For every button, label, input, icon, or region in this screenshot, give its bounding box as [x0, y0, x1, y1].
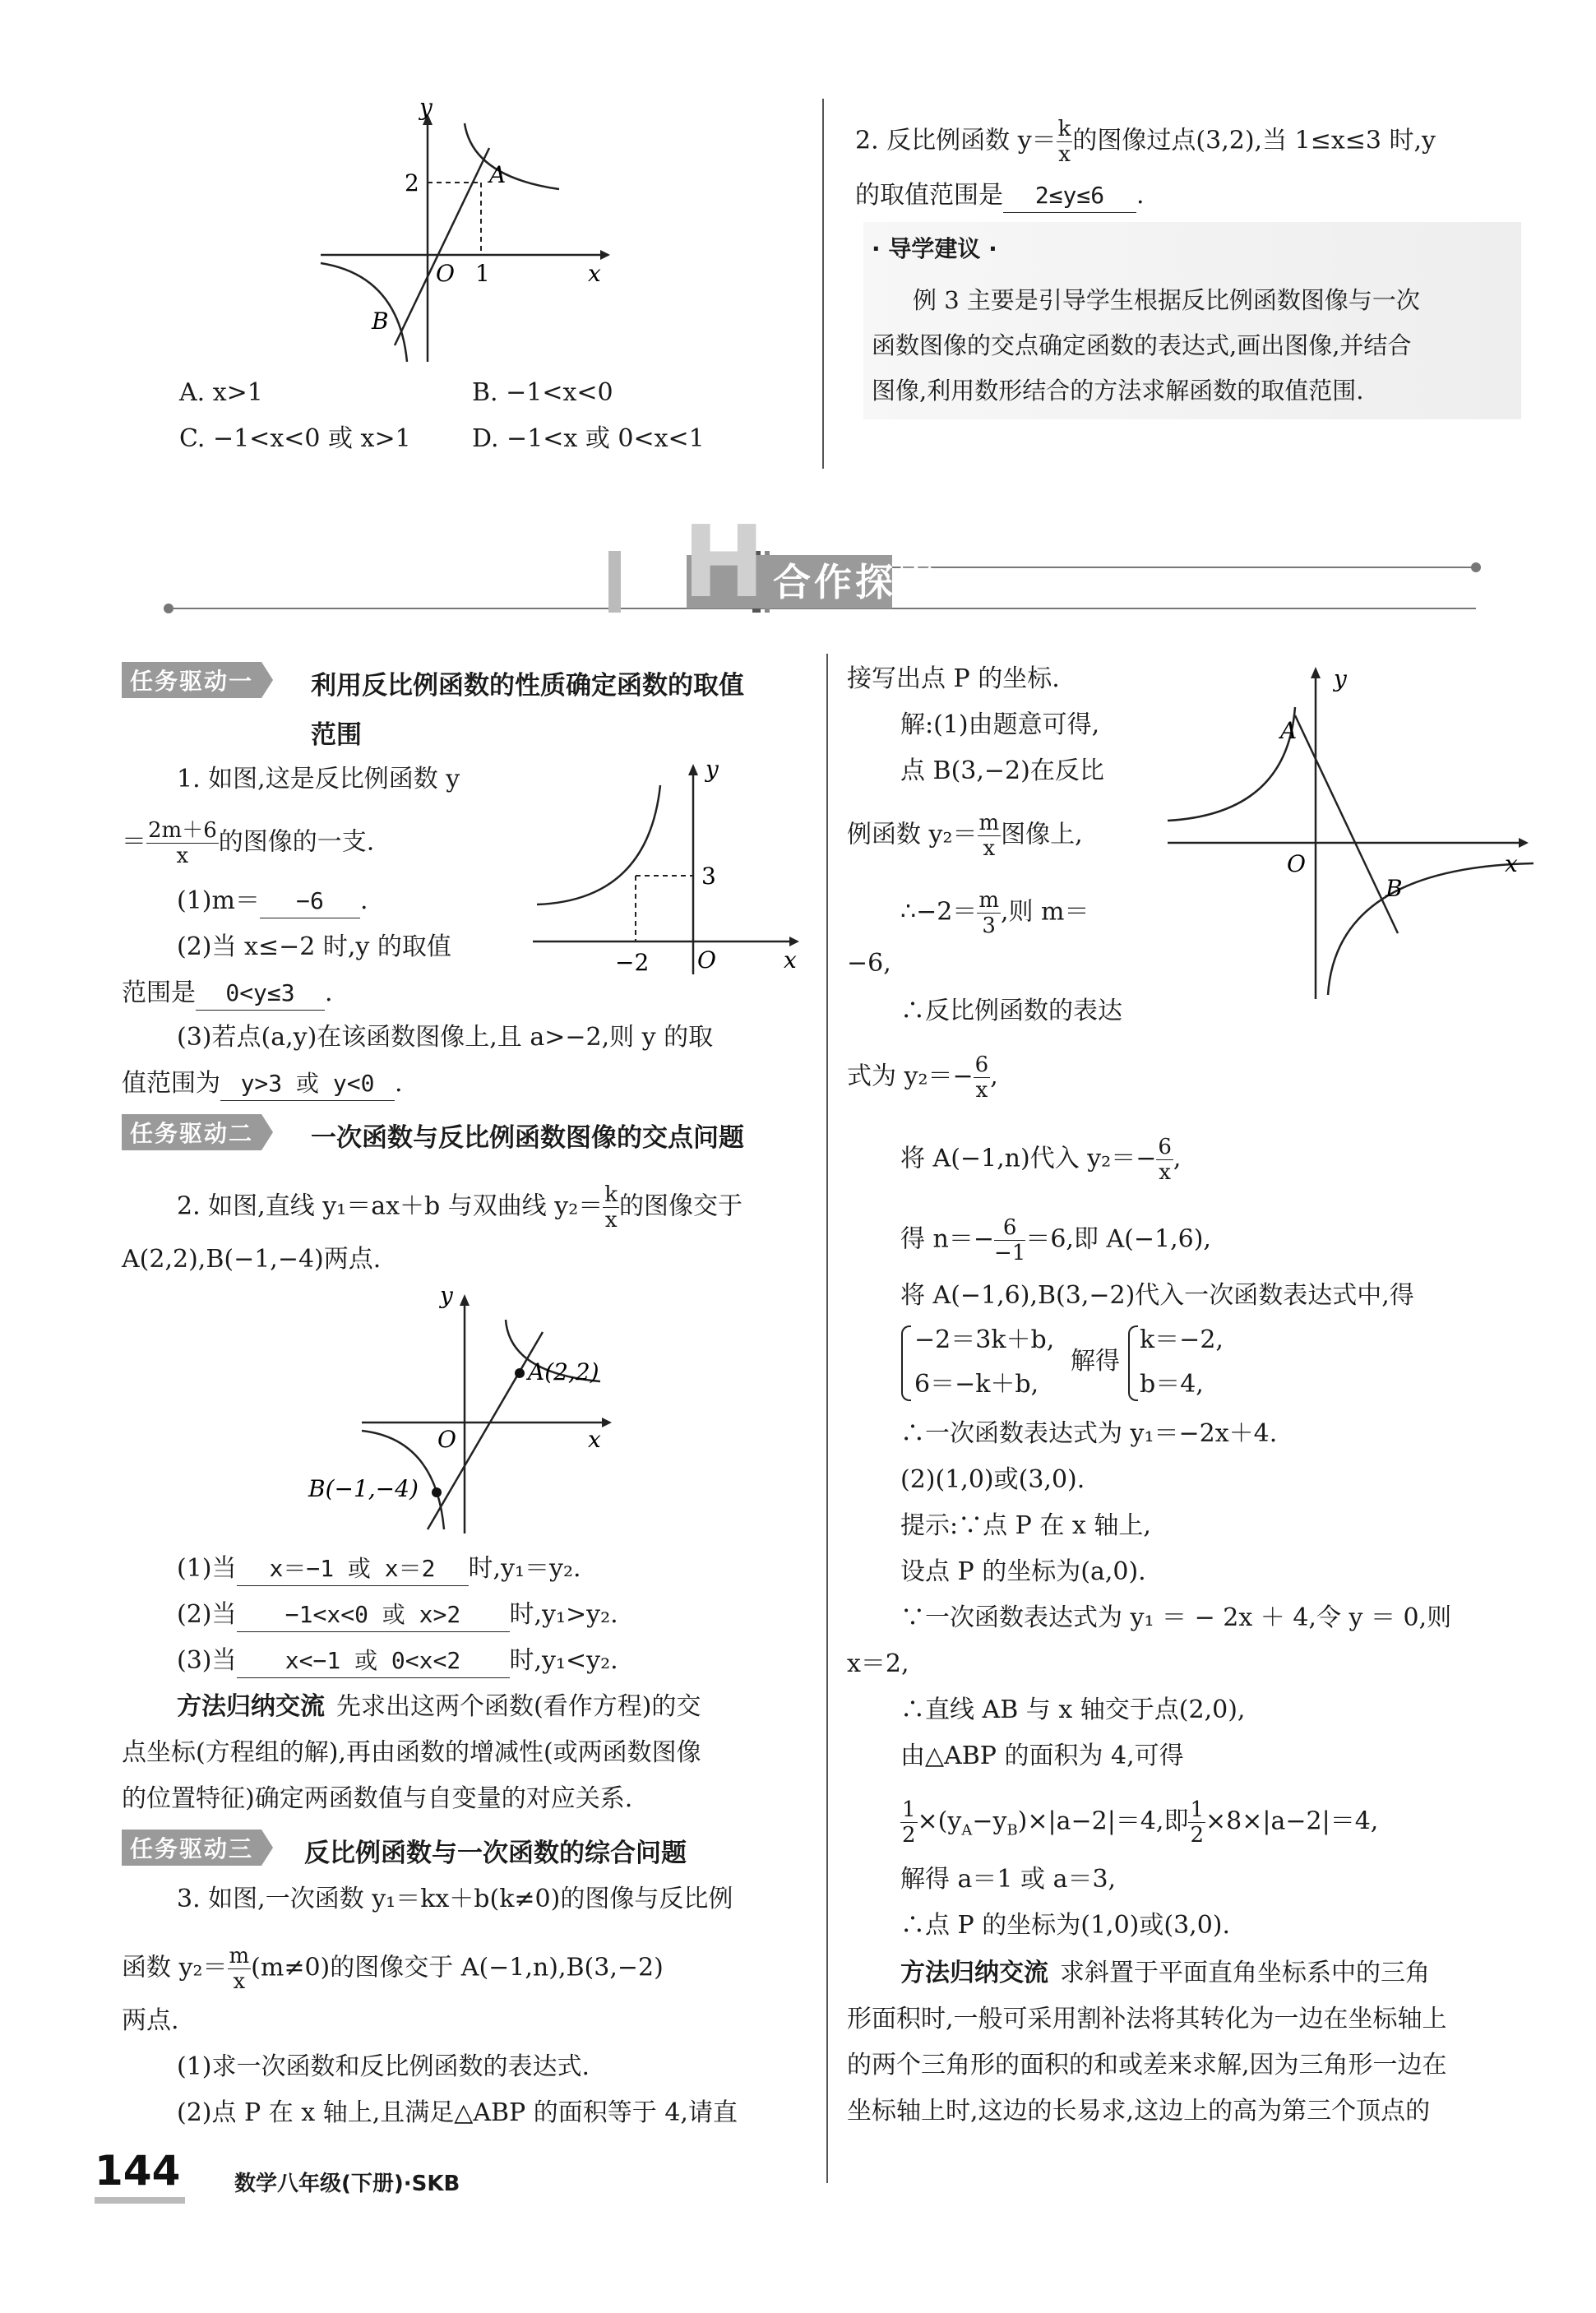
- task1-graph-y: y: [705, 756, 719, 783]
- task2-s1: [177, 1552, 581, 1586]
- option-d: D. −1<x 或 0<x<1: [472, 424, 705, 453]
- task2-q2-frac: [603, 1182, 619, 1233]
- frac-num: m: [978, 811, 1000, 835]
- task2-s1-suffix: 时,y₁＝y₂.: [468, 1554, 581, 1583]
- task1-p1-prefix: (1)m＝: [177, 886, 260, 915]
- rc-sol4: [900, 888, 1089, 938]
- rc-graph-y: y: [1334, 665, 1347, 692]
- frac-num: m: [978, 888, 999, 913]
- task2-q2-prefix: 2. 如图,直线 y₁＝ax＋b 与双曲线 y₂＝: [177, 1191, 604, 1221]
- frac-num: 6: [974, 1052, 989, 1077]
- rc-sol5: −6,: [847, 949, 891, 978]
- guide-title: · 导学建议 ·: [872, 235, 997, 262]
- frac-den: x: [1159, 1160, 1171, 1185]
- guide-line1: 例 3 主要是引导学生根据反比例函数图像与一次: [913, 286, 1420, 314]
- rc-method-l1: [900, 1957, 1430, 1990]
- frac-num: 6: [994, 1215, 1025, 1241]
- rc-sol18: 由△ABP 的面积为 4,可得: [900, 1742, 1184, 1770]
- rc-sol8-prefix: 将 A(−1,n)代入 y₂＝−: [900, 1144, 1157, 1173]
- top-graph-1: 1: [475, 260, 490, 287]
- task1-graph-neg2: −2: [615, 949, 650, 976]
- task1-graph-O: O: [697, 946, 716, 974]
- rc-sys-mid: 解得: [1071, 1347, 1120, 1376]
- rc-sol9: [900, 1215, 1211, 1265]
- task3-q3-l1: 3. 如图,一次函数 y₁＝kx＋b(k≠0)的图像与反比例: [177, 1885, 733, 1913]
- task2-graph: [304, 1283, 633, 1538]
- task1-graph-3: 3: [701, 863, 716, 890]
- rc-method-text1: 求斜置于平面直角坐标系中的三角: [1060, 1959, 1430, 1987]
- rc-sol19-c: −y: [972, 1806, 1007, 1836]
- rc-graph-x: x: [1505, 850, 1518, 877]
- rc-sol19-e: )×|a−2|＝4,即: [1017, 1806, 1189, 1836]
- rc-sol8-suffix: ,: [1173, 1144, 1182, 1173]
- rc-half-frac-1: [900, 1797, 918, 1848]
- task2-s2-answer: −1<x<0 或 x>2: [237, 1598, 510, 1632]
- task2-s3-prefix: (3)当: [177, 1646, 237, 1675]
- rc-sol9-frac: [994, 1215, 1025, 1265]
- rc-sol16: x＝2,: [847, 1649, 909, 1678]
- guide-line3: 图像,利用数形结合的方法求解函数的取值范围.: [872, 377, 1364, 405]
- rc-sol19-sub-a: A: [961, 1821, 973, 1839]
- rc-sys2-b: b＝4,: [1140, 1370, 1204, 1399]
- rc-sol19-f: ×8×|a−2|＝4,: [1205, 1806, 1379, 1836]
- rc-system2-brace: [1128, 1325, 1138, 1401]
- task3-q3-frac: [228, 1944, 252, 1994]
- rc-sys1-b: 6＝−k＋b,: [914, 1370, 1039, 1399]
- frac-num: m: [229, 1944, 250, 1968]
- rc-sys2-a: k＝−2,: [1140, 1325, 1224, 1354]
- top-graph-y: y: [419, 99, 433, 121]
- task1-p2-end: .: [325, 978, 333, 1007]
- task1-p2-prefix: 范围是: [122, 978, 196, 1007]
- top-q2-answer: 2≤y≤6: [1003, 179, 1136, 213]
- section-title: 合作探究: [773, 560, 937, 604]
- task2-graph-B: B(−1,−4): [308, 1475, 419, 1502]
- frac-den: x: [975, 1078, 988, 1103]
- frac-num: 2m＋6: [148, 818, 217, 843]
- task3-q3-l2: [122, 1944, 664, 1994]
- rc-sol3-frac: [978, 811, 1002, 861]
- task2-graph-x: x: [588, 1426, 601, 1453]
- top-q2-end: .: [1136, 181, 1145, 210]
- top-q2-line2-prefix: 的取值范围是: [855, 181, 1003, 210]
- rc-method-l4: 坐标轴上时,这边的长易求,这边上的高为第三个顶点的: [847, 2097, 1431, 2126]
- rc-sol19: [900, 1797, 1378, 1848]
- rc-graph-O: O: [1287, 850, 1306, 877]
- task2-s2-suffix: 时,y₁>y₂.: [509, 1600, 618, 1629]
- task1-graph-x: x: [784, 946, 797, 974]
- rc-sol2: 点 B(3,−2)在反比: [900, 756, 1104, 785]
- frac-num: k: [604, 1182, 618, 1207]
- rc-graph-B: B: [1386, 875, 1403, 902]
- frac-den: x: [1058, 142, 1071, 167]
- rc-method-l3: 的两个三角形的面积的和或差来求解,因为三角形一边在: [847, 2051, 1447, 2079]
- task1-p2-l1: (2)当 x≤−2 时,y 的取值: [177, 932, 451, 961]
- rc-sol12: (2)(1,0)或(3,0).: [900, 1465, 1085, 1494]
- option-b: B. −1<x<0: [472, 378, 613, 407]
- task3-title: 反比例函数与一次函数的综合问题: [304, 1839, 687, 1868]
- rc-sol7-frac: [974, 1052, 991, 1103]
- rc-sol17: ∴直线 AB 与 x 轴交于点(2,0),: [900, 1695, 1246, 1724]
- task2-method-label: 方法归纳交流: [177, 1692, 325, 1721]
- task2-graph-O: O: [437, 1426, 456, 1453]
- eq-sign: ＝: [122, 827, 146, 857]
- frac-den: 2: [902, 1823, 916, 1848]
- task1-q1-frac: [146, 818, 219, 868]
- task3-q3-p2: (2)点 P 在 x 轴上,且满足△ABP 的面积等于 4,请直: [177, 2098, 738, 2127]
- rc-sol3: [847, 811, 1083, 861]
- frac-den: 2: [1190, 1823, 1205, 1848]
- rc-sol21: ∴点 P 的坐标为(1,0)或(3,0).: [900, 1911, 1231, 1940]
- rc-sol14: 设点 P 的坐标为(a,0).: [900, 1557, 1146, 1586]
- task1-title-l1: 利用反比例函数的性质确定函数的取值: [311, 671, 744, 701]
- rc-sol20: 解得 a＝1 或 a＝3,: [900, 1865, 1117, 1894]
- rc-system1-brace: [901, 1325, 911, 1401]
- rc-sol9-suffix: ＝6,即 A(−1,6),: [1025, 1224, 1211, 1254]
- task2-q2-line2: A(2,2),B(−1,−4)两点.: [122, 1245, 382, 1274]
- frac-num: 1: [1190, 1797, 1205, 1822]
- task1-q1-line1: 1. 如图,这是反比例函数 y: [177, 765, 460, 793]
- task2-s3-answer: x<−1 或 0<x<2: [237, 1645, 510, 1678]
- task1-p1: [177, 885, 368, 918]
- task1-p1-end: .: [359, 886, 368, 915]
- task2-q2-line1: [177, 1182, 742, 1233]
- top-graph-O: O: [436, 260, 455, 287]
- rc-sol4-frac: [977, 888, 1001, 938]
- task2-s2-prefix: (2)当: [177, 1600, 237, 1629]
- task2-q2-suffix: 的图像交于: [619, 1191, 743, 1221]
- top-graph-2: 2: [405, 169, 419, 197]
- task1-tag: 任务驱动一: [122, 662, 261, 698]
- task2-title: 一次函数与反比例函数图像的交点问题: [311, 1123, 744, 1153]
- section-letter: H: [682, 506, 766, 620]
- option-a: A. x>1: [179, 378, 263, 407]
- column-divider-top: [822, 99, 824, 469]
- page-number: 144: [95, 2147, 181, 2195]
- rc-sol13: 提示:∵点 P 在 x 轴上,: [900, 1511, 1151, 1540]
- task2-tag: 任务驱动二: [122, 1114, 261, 1150]
- rc-sol1: 解:(1)由题意可得,: [900, 710, 1100, 739]
- rc-cont: 接写出点 P 的坐标.: [847, 664, 1060, 693]
- rc-sol15: ∵一次函数表达式为 y₁ ＝ − 2x ＋ 4,令 y ＝ 0,则: [900, 1603, 1452, 1632]
- rc-sol8: [900, 1135, 1181, 1185]
- frac-den: −1: [994, 1241, 1026, 1265]
- task3-q3-prefix: 函数 y₂＝: [122, 1953, 228, 1982]
- task3-tag: 任务驱动三: [122, 1830, 261, 1866]
- task2-s3-suffix: 时,y₁<y₂.: [509, 1646, 618, 1675]
- task1-title-l2: 范围: [311, 720, 362, 750]
- footer-rule: [95, 2197, 185, 2204]
- rc-method-l2: 形面积时,一般可采用割补法将其转化为一边在坐标轴上: [847, 2005, 1447, 2033]
- top-graph-x: x: [588, 260, 601, 287]
- task3-q3-suffix: (m≠0)的图像交于 A(−1,n),B(3,−2): [251, 1953, 664, 1982]
- rc-sol19-sub-b: B: [1006, 1821, 1018, 1839]
- top-graph-A: A: [489, 161, 507, 188]
- task1-q1-suffix: 的图像的一支.: [218, 827, 375, 857]
- rc-sol7-prefix: 式为 y₂＝−: [847, 1062, 974, 1091]
- frac-den: x: [176, 844, 189, 868]
- task1-p2-answer: 0<y≤3: [196, 977, 325, 1011]
- rc-sol3-prefix: 例函数 y₂＝: [847, 820, 978, 849]
- task2-method-l2: 点坐标(方程组的解),再由函数的增减性(或两函数图像: [122, 1738, 701, 1767]
- rc-sol4-prefix: ∴−2＝: [900, 897, 978, 927]
- frac-den: x: [233, 1969, 246, 1994]
- task1-p1-answer: −6: [260, 885, 360, 918]
- task1-p2-l2: [122, 977, 333, 1011]
- task2-graph-A: A(2,2): [528, 1358, 599, 1385]
- frac-num: k: [1057, 117, 1071, 141]
- rc-sol3-suffix: 图像上,: [1001, 820, 1083, 849]
- rc-sys1-a: −2＝3k＋b,: [914, 1325, 1055, 1354]
- rc-sol10: 将 A(−1,6),B(3,−2)代入一次函数表达式中,得: [900, 1281, 1414, 1310]
- rc-method-label: 方法归纳交流: [900, 1959, 1048, 1987]
- option-c: C. −1<x<0 或 x>1: [179, 424, 411, 453]
- top-q2-suffix: 的图像过点(3,2),当 1≤x≤3 时,y: [1072, 126, 1436, 155]
- rc-graph: [1163, 658, 1542, 1003]
- rc-sol7: [847, 1052, 998, 1103]
- rc-sol6: ∴反比例函数的表达: [900, 997, 1122, 1025]
- task2-method-l3: 的位置特征)确定两函数值与自变量的对应关系.: [122, 1784, 633, 1813]
- task1-p3-end: .: [395, 1069, 403, 1098]
- frac-den: 3: [982, 914, 996, 938]
- top-left-graph: [312, 99, 625, 370]
- task1-p3-prefix: 值范围为: [122, 1069, 220, 1098]
- rc-half-frac-2: [1188, 1797, 1205, 1848]
- rc-sol7-suffix: ,: [990, 1062, 998, 1091]
- task1-graph: [533, 752, 812, 983]
- frac-num: 6: [1158, 1135, 1172, 1159]
- guide-line2: 函数图像的交点确定函数的表达式,画出图像,并结合: [872, 331, 1412, 359]
- rc-graph-A: A: [1280, 717, 1298, 744]
- top-q2-frac: [1057, 117, 1073, 167]
- rc-sol19-a: ×(y: [917, 1806, 962, 1836]
- task1-p3-answer: y>3 或 y<0: [220, 1067, 395, 1101]
- top-graph-B: B: [372, 308, 389, 335]
- rc-sol8-frac: [1156, 1135, 1173, 1185]
- task2-s1-prefix: (1)当: [177, 1554, 237, 1583]
- task3-q3-p1: (1)求一次函数和反比例函数的表达式.: [177, 2052, 590, 2081]
- task3-q3-l3: 两点.: [122, 2006, 179, 2035]
- task2-s2: [177, 1598, 618, 1632]
- rc-sol11: ∴一次函数表达式为 y₁＝−2x＋4.: [900, 1419, 1278, 1448]
- rc-sol4-suffix: ,则 m＝: [1000, 897, 1089, 927]
- task2-method-text1: 先求出这两个函数(看作方程)的交: [336, 1692, 701, 1721]
- footer-book: 数学八年级(下册)·SKB: [234, 2172, 460, 2196]
- frac-den: x: [604, 1208, 618, 1233]
- task2-graph-y: y: [440, 1283, 453, 1309]
- task2-method-l1: [177, 1691, 701, 1723]
- task1-p3-l1: (3)若点(a,y)在该函数图像上,且 a>−2,则 y 的取: [177, 1023, 714, 1052]
- top-q2-line1: [855, 117, 1436, 167]
- task2-s3: [177, 1645, 618, 1678]
- column-divider-bottom: [826, 654, 828, 2183]
- frac-den: x: [983, 836, 996, 861]
- rc-sol9-prefix: 得 n＝−: [900, 1224, 994, 1254]
- top-q2-prefix: 2. 反比例函数 y＝: [855, 126, 1057, 155]
- task1-q1-line2: [122, 818, 374, 868]
- frac-num: 1: [902, 1797, 916, 1822]
- task1-p3-l2: [122, 1067, 403, 1101]
- task2-s1-answer: x＝−1 或 x＝2: [237, 1552, 469, 1586]
- top-q2-line2: [855, 179, 1145, 213]
